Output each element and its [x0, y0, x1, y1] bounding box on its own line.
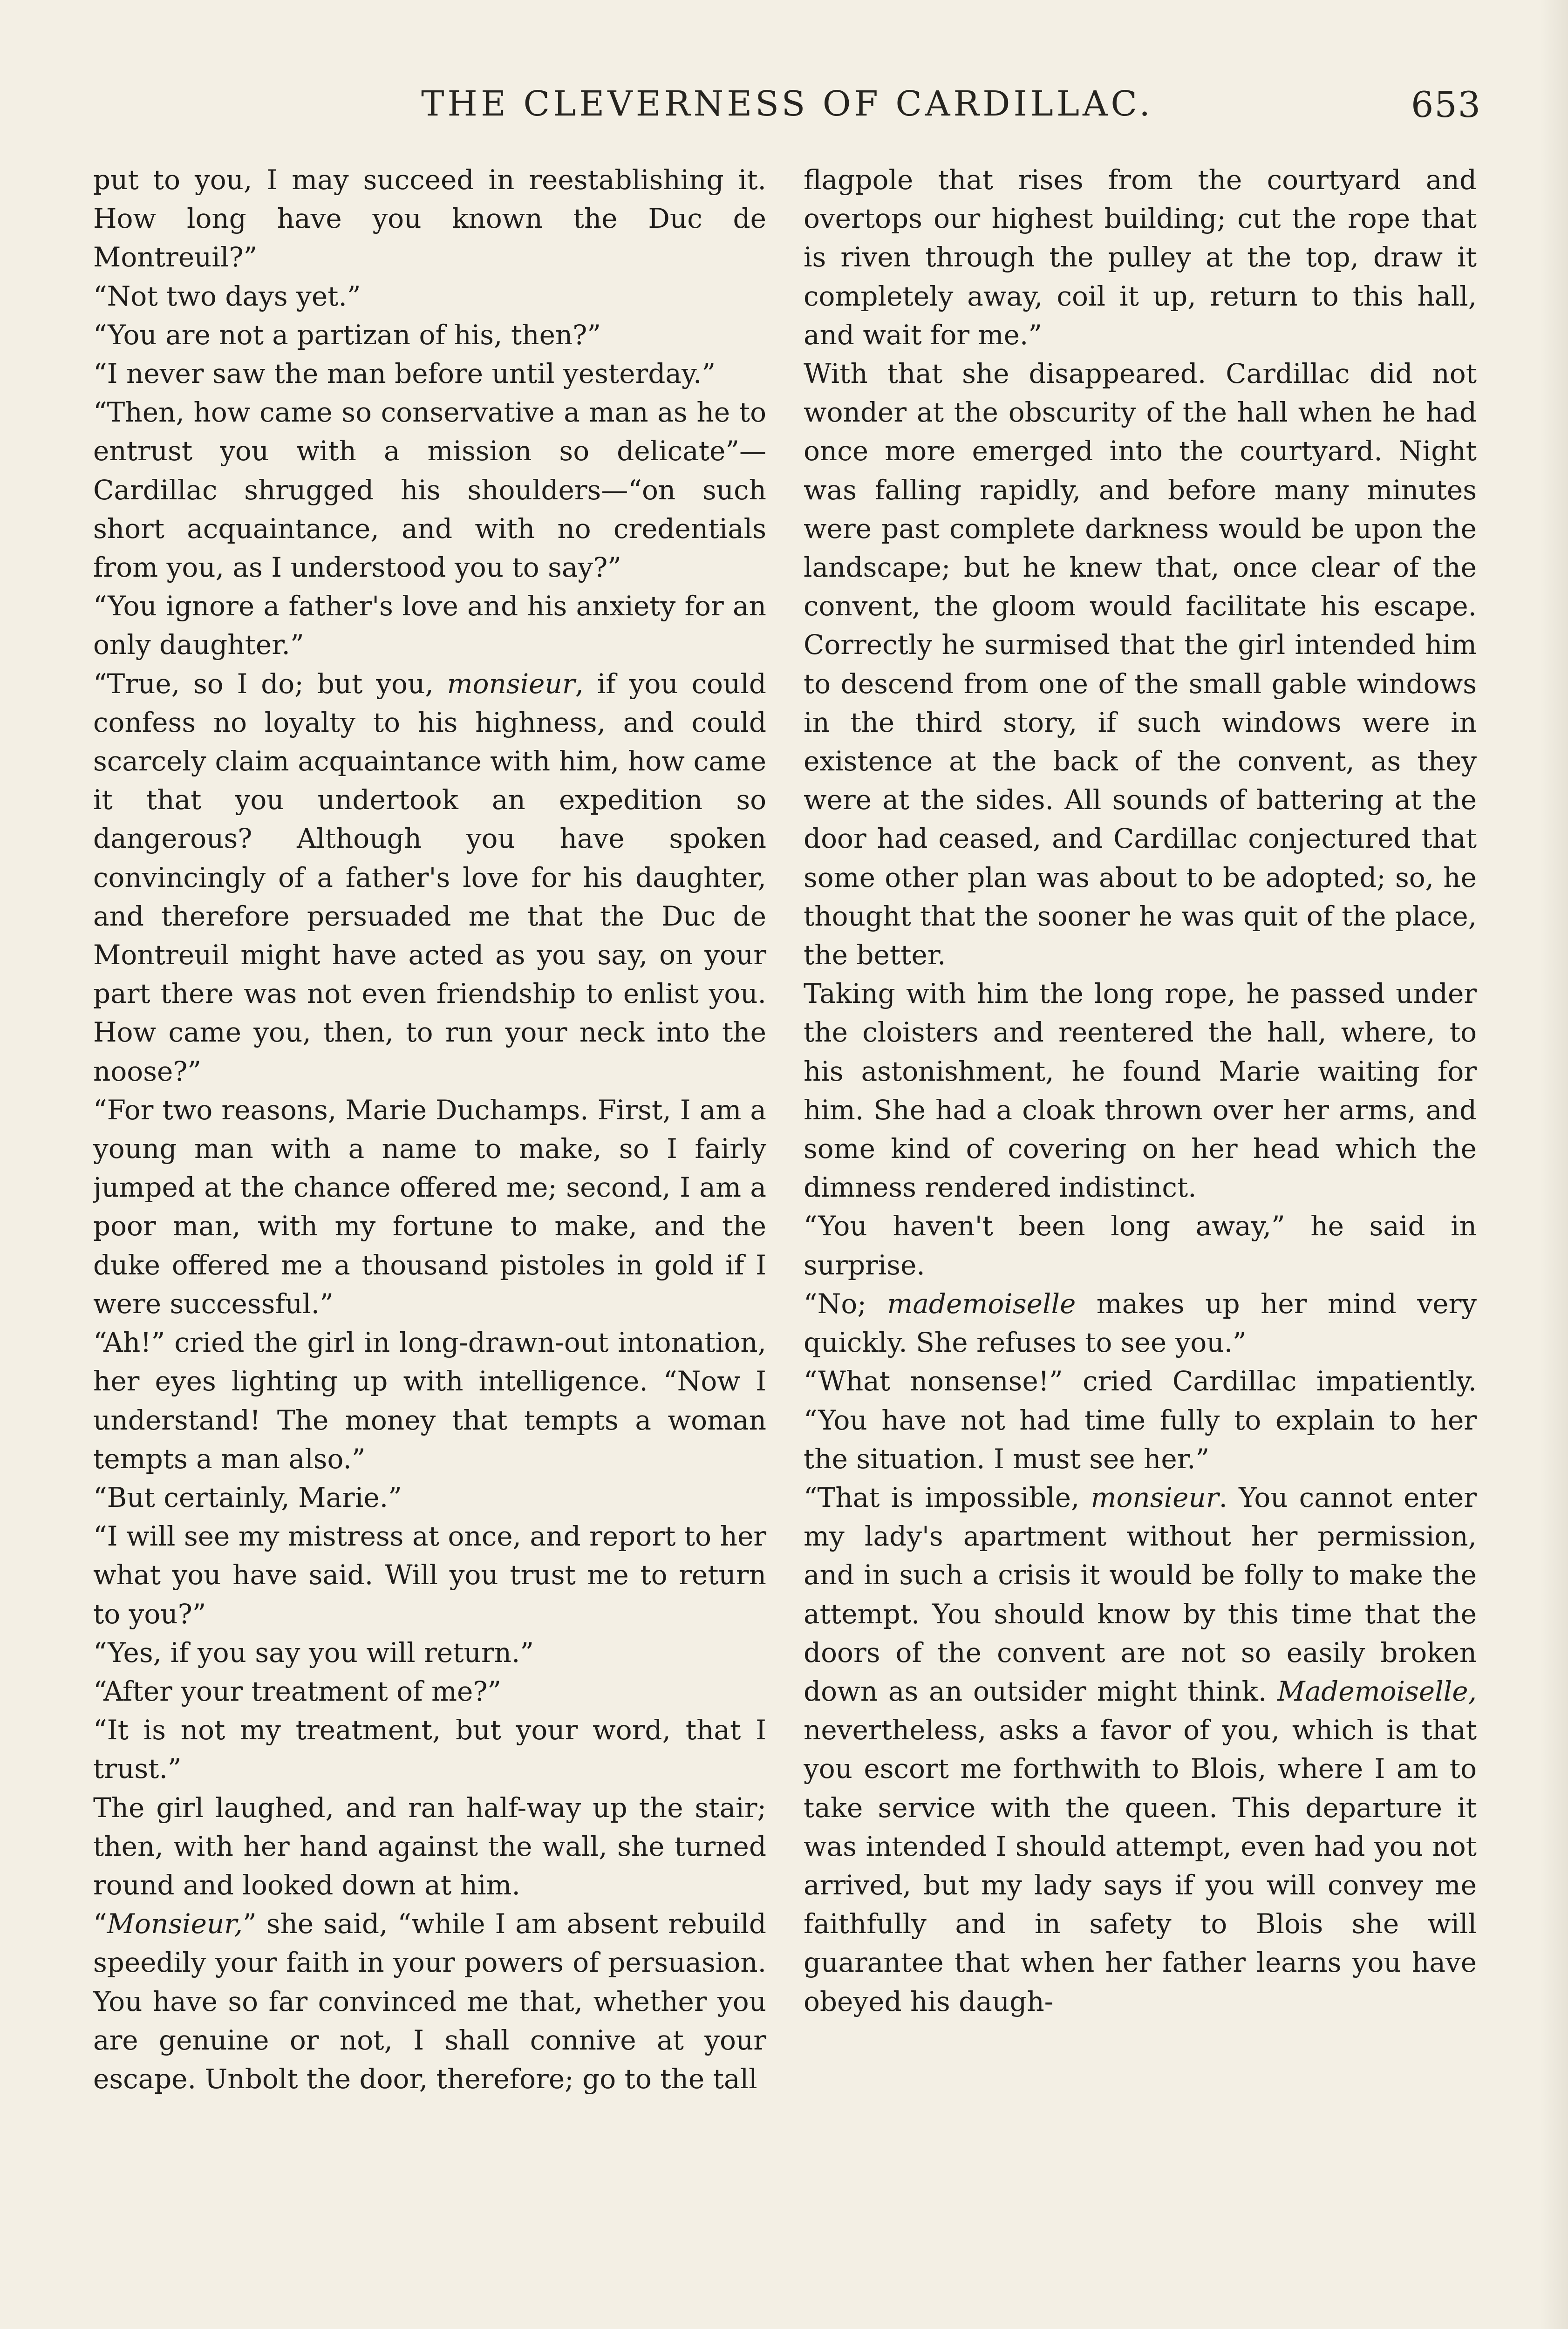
- page-number: 653: [1411, 84, 1481, 125]
- paragraph: The girl laughed, and ran half-way up the stair; then, with her hand against the wall, she turned round and looked down at him.: [93, 1791, 766, 1901]
- paragraph: “No; mademoiselle makes up her mind very quickly. She refuses to see you.”: [804, 1287, 1477, 1359]
- paragraph: “For two reasons, Marie Duchamps. First, I am a young man with a name to make, so I fairly jumped at the chance offered me; second, I am a poor man, with my fortune to make, and the duke offered me a thousand pistoles in gold if I were successful.”: [93, 1094, 766, 1320]
- paragraph: “Ah!” cried the girl in long-drawn-out intonation, her eyes lighting up with intelligence. “Now I understand! The money that tempts a woman tempts a man also.”: [93, 1327, 766, 1475]
- paragraph: “I never saw the man before until yesterday.”: [93, 358, 716, 390]
- paragraph: “What nonsense!” cried Cardillac impatiently. “You have not had time fully to explain to her the situation. I must see her.”: [804, 1365, 1477, 1475]
- paragraph: put to you, I may succeed in reestablishing it. How long have you known the Duc de Montreuil?”: [93, 164, 766, 273]
- paragraph: “I will see my mistress at once, and report to her what you have said. Will you trust me to return to you?”: [93, 1520, 766, 1630]
- right-text-column: [804, 161, 1477, 2329]
- paragraph: “But certainly, Marie.”: [93, 1481, 402, 1513]
- paragraph: “Not two days yet.”: [93, 280, 361, 312]
- paragraph: “Monsieur,” she said, “while I am absent rebuild speedily your faith in your powers of persuasion. You have so far convinced me that, whether you are genuine or not, I shall connive at your escape. Unbolt the door, therefore; go to the tall: [93, 1908, 766, 2095]
- paragraph: With that she disappeared. Cardillac did not wonder at the obscurity of the hall when he had once more emerged into the courtyard. Night was falling rapidly, and before many minutes were past complete darkness would be upon the landscape; but he knew that, once clear of the convent, the gloom would facilitate his escape. Correctly he surmised that the girl intended him to descend from one of the small gable windows in the third story, if such windows were in existence at the back of the convent, as they were at the sides. All sounds of battering at the door had ceased, and Cardillac conjectured that some other plan was about to be adopted; so, he thought that the sooner he was quit of the place, the better.: [804, 358, 1477, 971]
- running-head: [93, 79, 1481, 135]
- paragraph: “It is not my treatment, but your word, that I trust.”: [93, 1714, 766, 1785]
- paragraph: “You are not a partizan of his, then?”: [93, 319, 601, 351]
- running-title: THE CLEVERNESS OF CARDILLAC.: [421, 84, 1153, 124]
- paragraph: “That is impossible, monsieur. You cannot enter my lady's apartment without her permission, and in such a crisis it would be folly to make the attempt. You should know by this time that the doors of the convent are not so easily broken down as an outsider might think. Mademoiselle, nevertheless, asks a favor of you, which is that you escort me forthwith to Blois, where I am to take service with the queen. This departure it was intended I should attempt, even had you not arrived, but my lady says if you will convey me faithfully and in safety to Blois she will guarantee that when her father learns you have obeyed his daugh-: [804, 1481, 1477, 2017]
- paragraph: Taking with him the long rope, he passed under the cloisters and reentered the hall, where, to his astonishment, he found Marie waiting for him. She had a cloak thrown over her arms, and some kind of covering on her head which the dimness rendered indistinct.: [804, 978, 1477, 1204]
- paragraph: “You ignore a father's love and his anxiety for an only daughter.”: [93, 590, 766, 661]
- paragraph: “After your treatment of me?”: [93, 1675, 502, 1707]
- paragraph: “You haven't been long away,” he said in surprise.: [804, 1210, 1477, 1281]
- paragraph: “Yes, if you say you will return.”: [93, 1636, 534, 1668]
- left-text-column: [93, 161, 766, 2329]
- paragraph: “True, so I do; but you, monsieur, if you could confess no loyalty to his highness, and could scarcely claim acquaintance with him, how came it that you undertook an expedition so dangerous? Although you have spoken convincingly of a father's love for his daughter, and therefore persuaded me that the Duc de Montreuil might have acted as you say, on your part there was not even friendship to enlist you. How came you, then, to run your neck into the noose?”: [93, 667, 766, 1087]
- paragraph: “Then, how came so conservative a man as he to entrust you with a mission so delicate”—Cardillac shrugged his shoulders—“on such short acquaintance, and with no credentials from you, as I understood you to say?”: [93, 396, 766, 584]
- paragraph: flagpole that rises from the courtyard and overtops our highest building; cut the rope that is riven through the pulley at the top, draw it completely away, coil it up, return to this hall, and wait for me.”: [804, 164, 1477, 351]
